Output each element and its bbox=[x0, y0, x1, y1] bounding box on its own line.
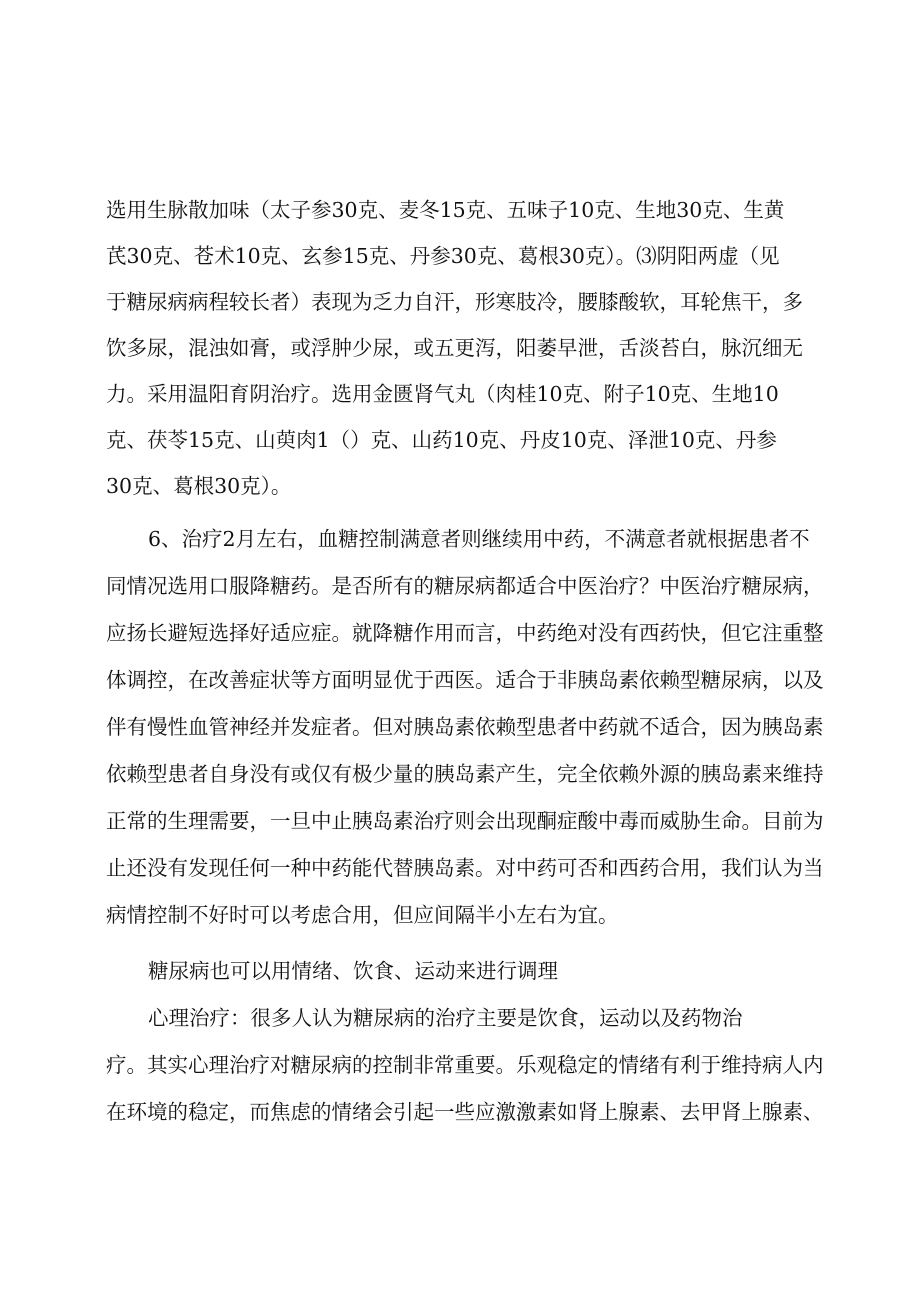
text-line: 在环境的稳定，而焦虑的情绪会引起一些应激激素如肾上腺素、去甲肾上腺素、 bbox=[106, 1100, 824, 1124]
text-line: 伴有慢性血管神经并发症者。但对胰岛素依赖型患者中药就不适合，因为胰岛素 bbox=[106, 715, 824, 739]
text-line: 芪30克、苍术10克、玄参15克、丹参30克、葛根30克）。⑶阴阳两虚（见 bbox=[106, 244, 780, 268]
paragraph-start-line: 心理治疗：很多人认为糖尿病的治疗主要是饮食，运动以及药物治 bbox=[148, 1006, 743, 1030]
text-line: 疗。其实心理治疗对糖尿病的控制非常重要。乐观稳定的情绪有利于维持病人内 bbox=[106, 1053, 824, 1077]
text-line: 应扬长避短选择好适应症。就降糖作用而言，中药绝对没有西药快，但它注重整 bbox=[106, 621, 824, 645]
text-line: 同情况选用口服降糖药。是否所有的糖尿病都适合中医治疗？中医治疗糖尿病， bbox=[106, 574, 824, 598]
paragraph-start-line: 6、治疗2月左右，血糖控制满意者则继续用中药，不满意者就根据患者不 bbox=[148, 527, 810, 551]
text-line: 选用生脉散加味（太子参30克、麦冬15克、五味子10克、生地30克、生黄 bbox=[106, 198, 785, 222]
text-line: 依赖型患者自身没有或仅有极少量的胰岛素产生，完全依赖外源的胰岛素来维持 bbox=[106, 762, 824, 786]
text-line: 克、茯苓15克、山萸肉1（）克、山药10克、丹皮10克、泽泄10克、丹参 bbox=[106, 428, 777, 452]
text-line: 体调控，在改善症状等方面明显优于西医。适合于非胰岛素依赖型糖尿病，以及 bbox=[106, 668, 824, 692]
text-line: 止还没有发现任何一种中药能代替胰岛素。对中药可否和西药合用，我们认为当 bbox=[106, 856, 824, 880]
text-line: 饮多尿，混浊如膏，或浮肿少尿，或五更泻，阳萎早泄，舌淡苔白，脉沉细无 bbox=[106, 336, 803, 360]
text-line: 30克、葛根30克）。 bbox=[106, 474, 292, 498]
text-line: 力。采用温阳育阴治疗。选用金匮肾气丸（肉桂10克、附子10克、生地10 bbox=[106, 382, 779, 406]
text-line: 正常的生理需要，一旦中止胰岛素治疗则会出现酮症酸中毒而威胁生命。目前为 bbox=[106, 809, 824, 833]
section-heading-line: 糖尿病也可以用情绪、饮食、运动来进行调理 bbox=[148, 959, 558, 983]
text-line: 病情控制不好时可以考虑合用，但应间隔半小左右为宜。 bbox=[106, 903, 619, 927]
text-line: 于糖尿病病程较长者）表现为乏力自汗，形寒肢冷，腰膝酸软，耳轮焦干，多 bbox=[106, 290, 803, 314]
